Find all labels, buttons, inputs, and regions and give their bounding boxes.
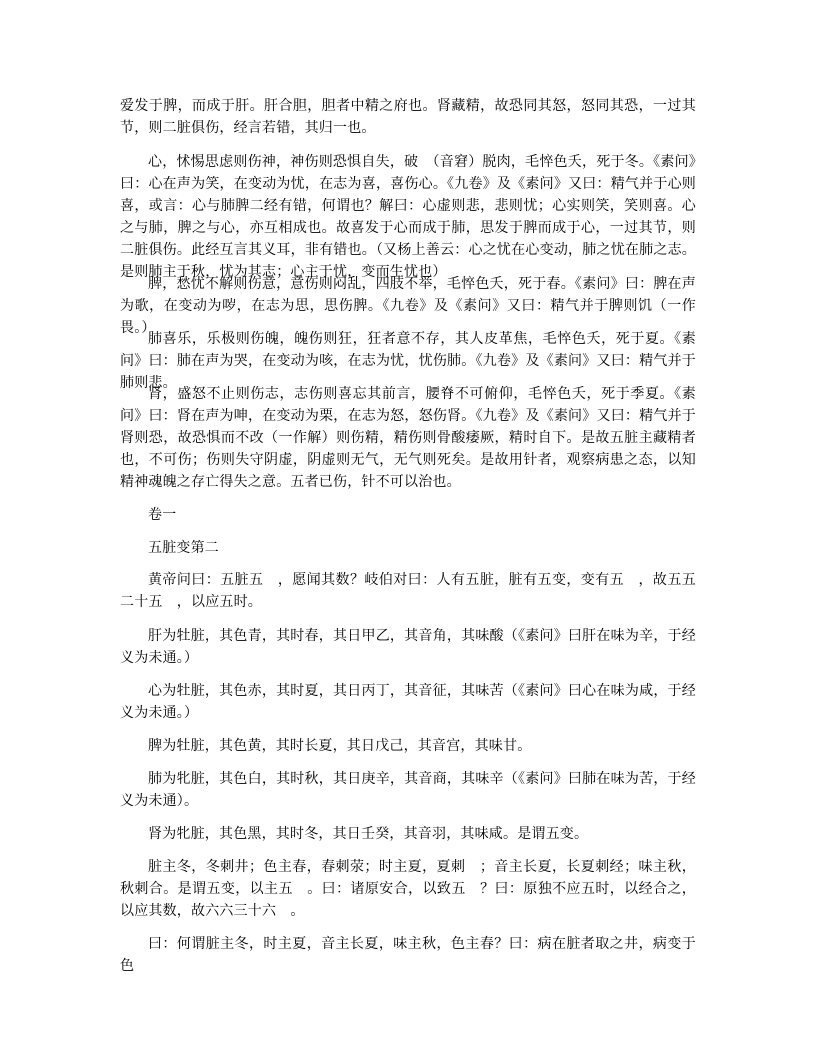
- paragraph-kidney-viscus: 肾为牝脏，其色黑，其时冬，其日壬癸，其音羽，其味咸。是谓五变。: [148, 826, 589, 842]
- paragraph-liver-viscus: 肝为牡脏，其色青，其时春，其日甲乙，其音角，其味酸（《素问》曰肝在味为辛，于经义为未通。）: [120, 628, 696, 666]
- paragraph-spleen-viscus: 脾为牡脏，其色黄，其时长夏，其日戊己，其音宫，其味甘。: [148, 738, 532, 754]
- paragraph-question-zang-winter: 曰：何谓脏主冬，时主夏，音主长夏，味主秋，色主春？曰：病在脏者取之井，病变于色: [120, 936, 696, 974]
- chapter-heading: 五脏变第二: [148, 540, 219, 556]
- paragraph-five-changes-question: 黄帝问曰：五脏五 ，愿闻其数？岐伯对曰：人有五脏，脏有五变，变有五 ，故五五二十五 ，以应五时。: [120, 572, 696, 610]
- paragraph-spleen: 脾，愁忧不解则伤意，意伤则闷乱，四肢不举，毛悴色夭，死于春。《素问》曰：脾在声为歌，在变动为哕，在志为思，思伤脾。《九卷》及《素问》又曰：精气并于脾则饥（一作畏。）: [120, 276, 696, 336]
- paragraph-lung-viscus: 肺为牝脏，其色白，其时秋，其日庚辛，其音商，其味辛（《素问》曰肺在味为苦，于经义为未通）。: [120, 771, 696, 809]
- paragraph-heart: 心，怵惕思虑则伤神，神伤则恐惧自失，破 （音窘）脱肉，毛悴色夭，死于冬。《素问》曰：心在声为笑，在变动为忧，在志为喜，喜伤心。《九卷》及《素问》又曰：精气并于心则喜，或言：心与肺脾二经有错，何谓也？解曰：心虚则悲，悲则忧；心实则笑，笑则喜。心之与肺，脾之与心，亦互相成也。故喜发于心而成于肺，思发于脾而成于心，一过其节，则二脏俱伤。此经互言其义耳，非有错也。（又杨上善云：心之忧在心变动，肺之忧在肺之志。是则肺主于秋，忧为其志；心主于忧，变而生忧也）: [120, 154, 696, 280]
- paragraph-heart-viscus: 心为牡脏，其色赤，其时夏，其日丙丁，其音征，其味苦（《素问》曰心在味为咸，于经义为未通。）: [120, 683, 696, 721]
- volume-heading: 卷一: [148, 507, 177, 523]
- paragraph-needling-seasons: 脏主冬，冬刺井；色主春，春刺荥；时主夏，夏刺 ；音主长夏，长夏刺经；味主秋，秋刺合。是谓五变，以主五 。曰：诸原安合，以致五 ？曰：原独不应五时，以经合之，以应其数，故六六三十六 。: [120, 859, 696, 919]
- paragraph-lung: 肺喜乐，乐极则伤魄，魄伤则狂，狂者意不存，其人皮革焦，毛悴色夭，死于夏。《素问》曰：肺在声为哭，在变动为咳，在志为忧，忧伤肺。《九卷》及《素问》又曰：精气并于肺则悲。: [120, 331, 696, 391]
- paragraph-heart-liver-continuation: 爱发于脾，而成于肝。肝合胆，胆者中精之府也。肾藏精，故恐同其怒，怒同其恐，一过其节，则二脏俱伤，经言若错，其归一也。: [120, 98, 696, 136]
- paragraph-kidney: 肾，盛怒不止则伤志，志伤则喜忘其前言，腰脊不可俯仰，毛悴色夭，死于季夏。《素问》曰：肾在声为呻，在变动为栗，在志为怒，怒伤肾。《九卷》及《素问》又曰：精气并于肾则恐，故恐惧而不改（一作解）则伤精，精伤则骨酸痿厥，精时自下。是故五脏主藏精者也，不可伤；伤则失守阴虚，阴虚则无气，无气则死矣。是故用针者，观察病患之态，以知精神魂魄之存亡得失之意。五者已伤，针不可以治也。: [120, 386, 696, 490]
